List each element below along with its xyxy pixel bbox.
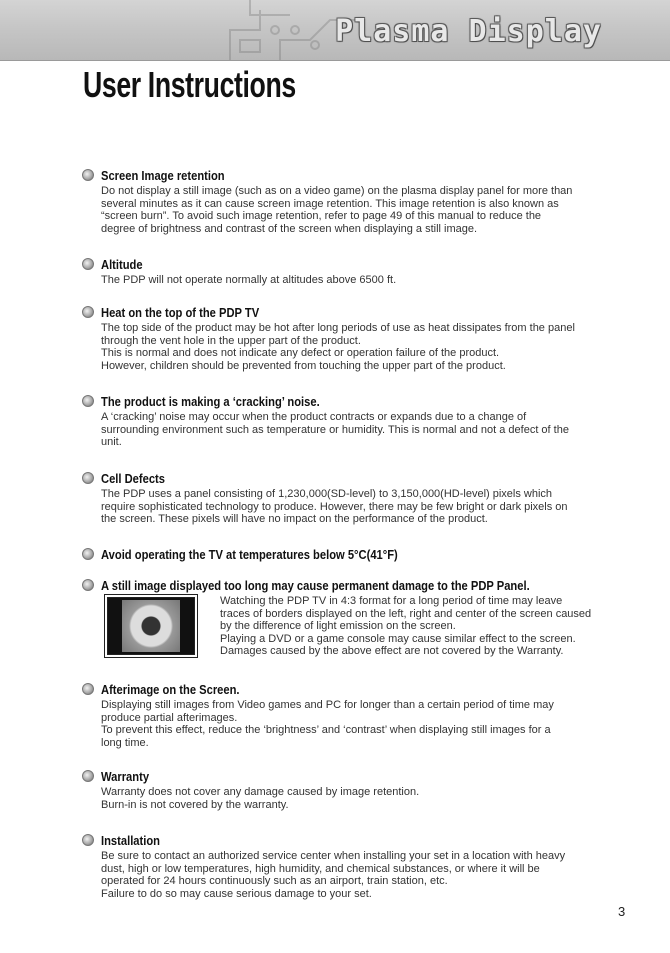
body-text-line: This is normal and does not indicate any defect or operation failure of the product. — [101, 347, 500, 360]
section-heading: Warranty — [101, 769, 150, 784]
instruction-section — [80, 257, 640, 287]
bullet-icon — [82, 395, 94, 407]
body-text-line: through the vent hole in the upper part of the product. — [101, 334, 361, 347]
body-text-line: degree of brightness and contrast of the screen when displaying a still image. — [101, 222, 478, 235]
body-text-line: operated for 24 hours continuously such as an airport, train station, etc. — [101, 875, 448, 888]
bullet-icon — [82, 472, 94, 484]
page-title: User Instructions — [83, 64, 296, 105]
bullet-icon — [82, 258, 94, 270]
section-heading-row — [80, 471, 640, 486]
instruction-section — [80, 394, 640, 449]
section-body — [101, 786, 640, 811]
section-body — [101, 488, 640, 526]
body-text-line: several minutes as it can cause screen image retention. This image retention is also known as — [101, 197, 559, 210]
brand-logo-text: Plasma Display — [335, 14, 602, 49]
instruction-section — [80, 471, 640, 526]
flower-image — [122, 600, 180, 652]
section-heading-row — [80, 305, 640, 320]
bullet-icon — [82, 683, 94, 695]
section-heading: Cell Defects — [101, 471, 166, 486]
body-text-line: the screen. These pixels will have no impact on the performance of the product. — [101, 513, 488, 526]
body-text-line: by the difference of light emission on the screen. — [220, 620, 456, 633]
section-heading-row — [80, 682, 640, 697]
section-heading-row — [80, 578, 640, 593]
section-body — [101, 850, 640, 900]
bullet-icon — [82, 169, 94, 181]
section-heading-row — [80, 769, 640, 784]
tv-burn-in-illustration — [104, 594, 198, 658]
section-heading: Altitude — [101, 257, 143, 272]
bullet-icon — [82, 834, 94, 846]
header-banner — [0, 0, 670, 61]
body-text-line: Watching the PDP TV in 4:3 format for a long period of time may leave — [220, 595, 563, 607]
body-text-line: traces of borders displayed on the left, right and center of the screen caused — [220, 607, 592, 620]
instruction-section — [80, 578, 640, 658]
body-text-line: The PDP will not operate normally at altitudes above 6500 ft. — [101, 274, 397, 286]
body-text-line: unit. — [101, 436, 122, 449]
section-body — [101, 699, 640, 749]
section-heading-row — [80, 833, 640, 848]
instruction-section — [80, 682, 640, 749]
body-text-line: Playing a DVD or a game console may cause similar effect to the screen. — [220, 632, 576, 645]
section-heading-row — [80, 257, 640, 272]
section-body — [101, 322, 640, 372]
section-heading: Heat on the top of the PDP TV — [101, 305, 260, 320]
body-text-line: dust, high or low temperatures, high humidity, and chemical substances, or where it will be — [101, 862, 540, 875]
instruction-section — [80, 769, 640, 811]
section-heading-row — [80, 394, 640, 409]
body-text-line: A ‘cracking’ noise may occur when the product contracts or expands due to a change of — [101, 411, 527, 423]
section-heading: Avoid operating the TV at temperatures below 5°C(41°F) — [101, 547, 398, 562]
section-heading: Afterimage on the Screen. — [101, 682, 240, 697]
instruction-section — [80, 168, 640, 235]
bullet-icon — [82, 579, 94, 591]
body-text-line: To prevent this effect, reduce the ‘brightness’ and ‘contrast’ when displaying still images for a — [101, 724, 551, 737]
body-text-line: Be sure to contact an authorized service center when installing your set in a location with heavy — [101, 850, 566, 862]
instruction-section — [80, 547, 640, 564]
section-heading-row — [80, 547, 640, 562]
section-heading: Screen Image retention — [101, 168, 225, 183]
body-text-line: Damages caused by the above effect are not covered by the Warranty. — [220, 645, 564, 658]
body-text-line: The top side of the product may be hot after long periods of use as heat dissipates from the panel — [101, 322, 575, 334]
instruction-section — [80, 833, 640, 900]
body-text-line: The PDP uses a panel consisting of 1,230,000(SD-level) to 3,150,000(HD-level) pixels which — [101, 488, 553, 500]
section-heading: Installation — [101, 833, 161, 848]
section-body — [101, 274, 640, 287]
body-text-line: Failure to do so may cause serious damage to your set. — [101, 887, 372, 900]
body-text-line: Burn-in is not covered by the warranty. — [101, 798, 289, 811]
section-body — [220, 595, 640, 658]
body-text-line: Do not display a still image (such as on a video game) on the plasma display panel for more than — [101, 185, 573, 197]
body-text-line: long time. — [101, 736, 149, 749]
bullet-icon — [82, 770, 94, 782]
bullet-icon — [82, 306, 94, 318]
body-text-line: Warranty does not cover any damage caused by image retention. — [101, 786, 420, 798]
section-heading: A still image displayed too long may cause permanent damage to the PDP Panel. — [101, 578, 530, 593]
instruction-section — [80, 305, 640, 372]
body-text-line: “screen burn”. To avoid such image retention, refer to page 49 of this manual to reduce the — [101, 210, 542, 223]
body-text-line: surrounding environment such as temperature or humidity. This is normal and not a defect of the — [101, 423, 569, 436]
body-text-line: However, children should be prevented from touching the upper part of the product. — [101, 359, 506, 372]
body-text-line: produce partial afterimages. — [101, 711, 238, 724]
bullet-icon — [82, 548, 94, 560]
section-heading-row — [80, 168, 640, 183]
section-body — [101, 411, 640, 449]
section-body — [101, 185, 640, 235]
body-text-line: Displaying still images from Video games and PC for longer than a certain period of time may — [101, 699, 554, 711]
section-heading: The product is making a ‘cracking’ noise. — [101, 394, 320, 409]
page-number: 3 — [618, 904, 626, 919]
body-text-line: require sophisticated technology to produce. However, there may be few bright or dark pixels on — [101, 500, 568, 513]
